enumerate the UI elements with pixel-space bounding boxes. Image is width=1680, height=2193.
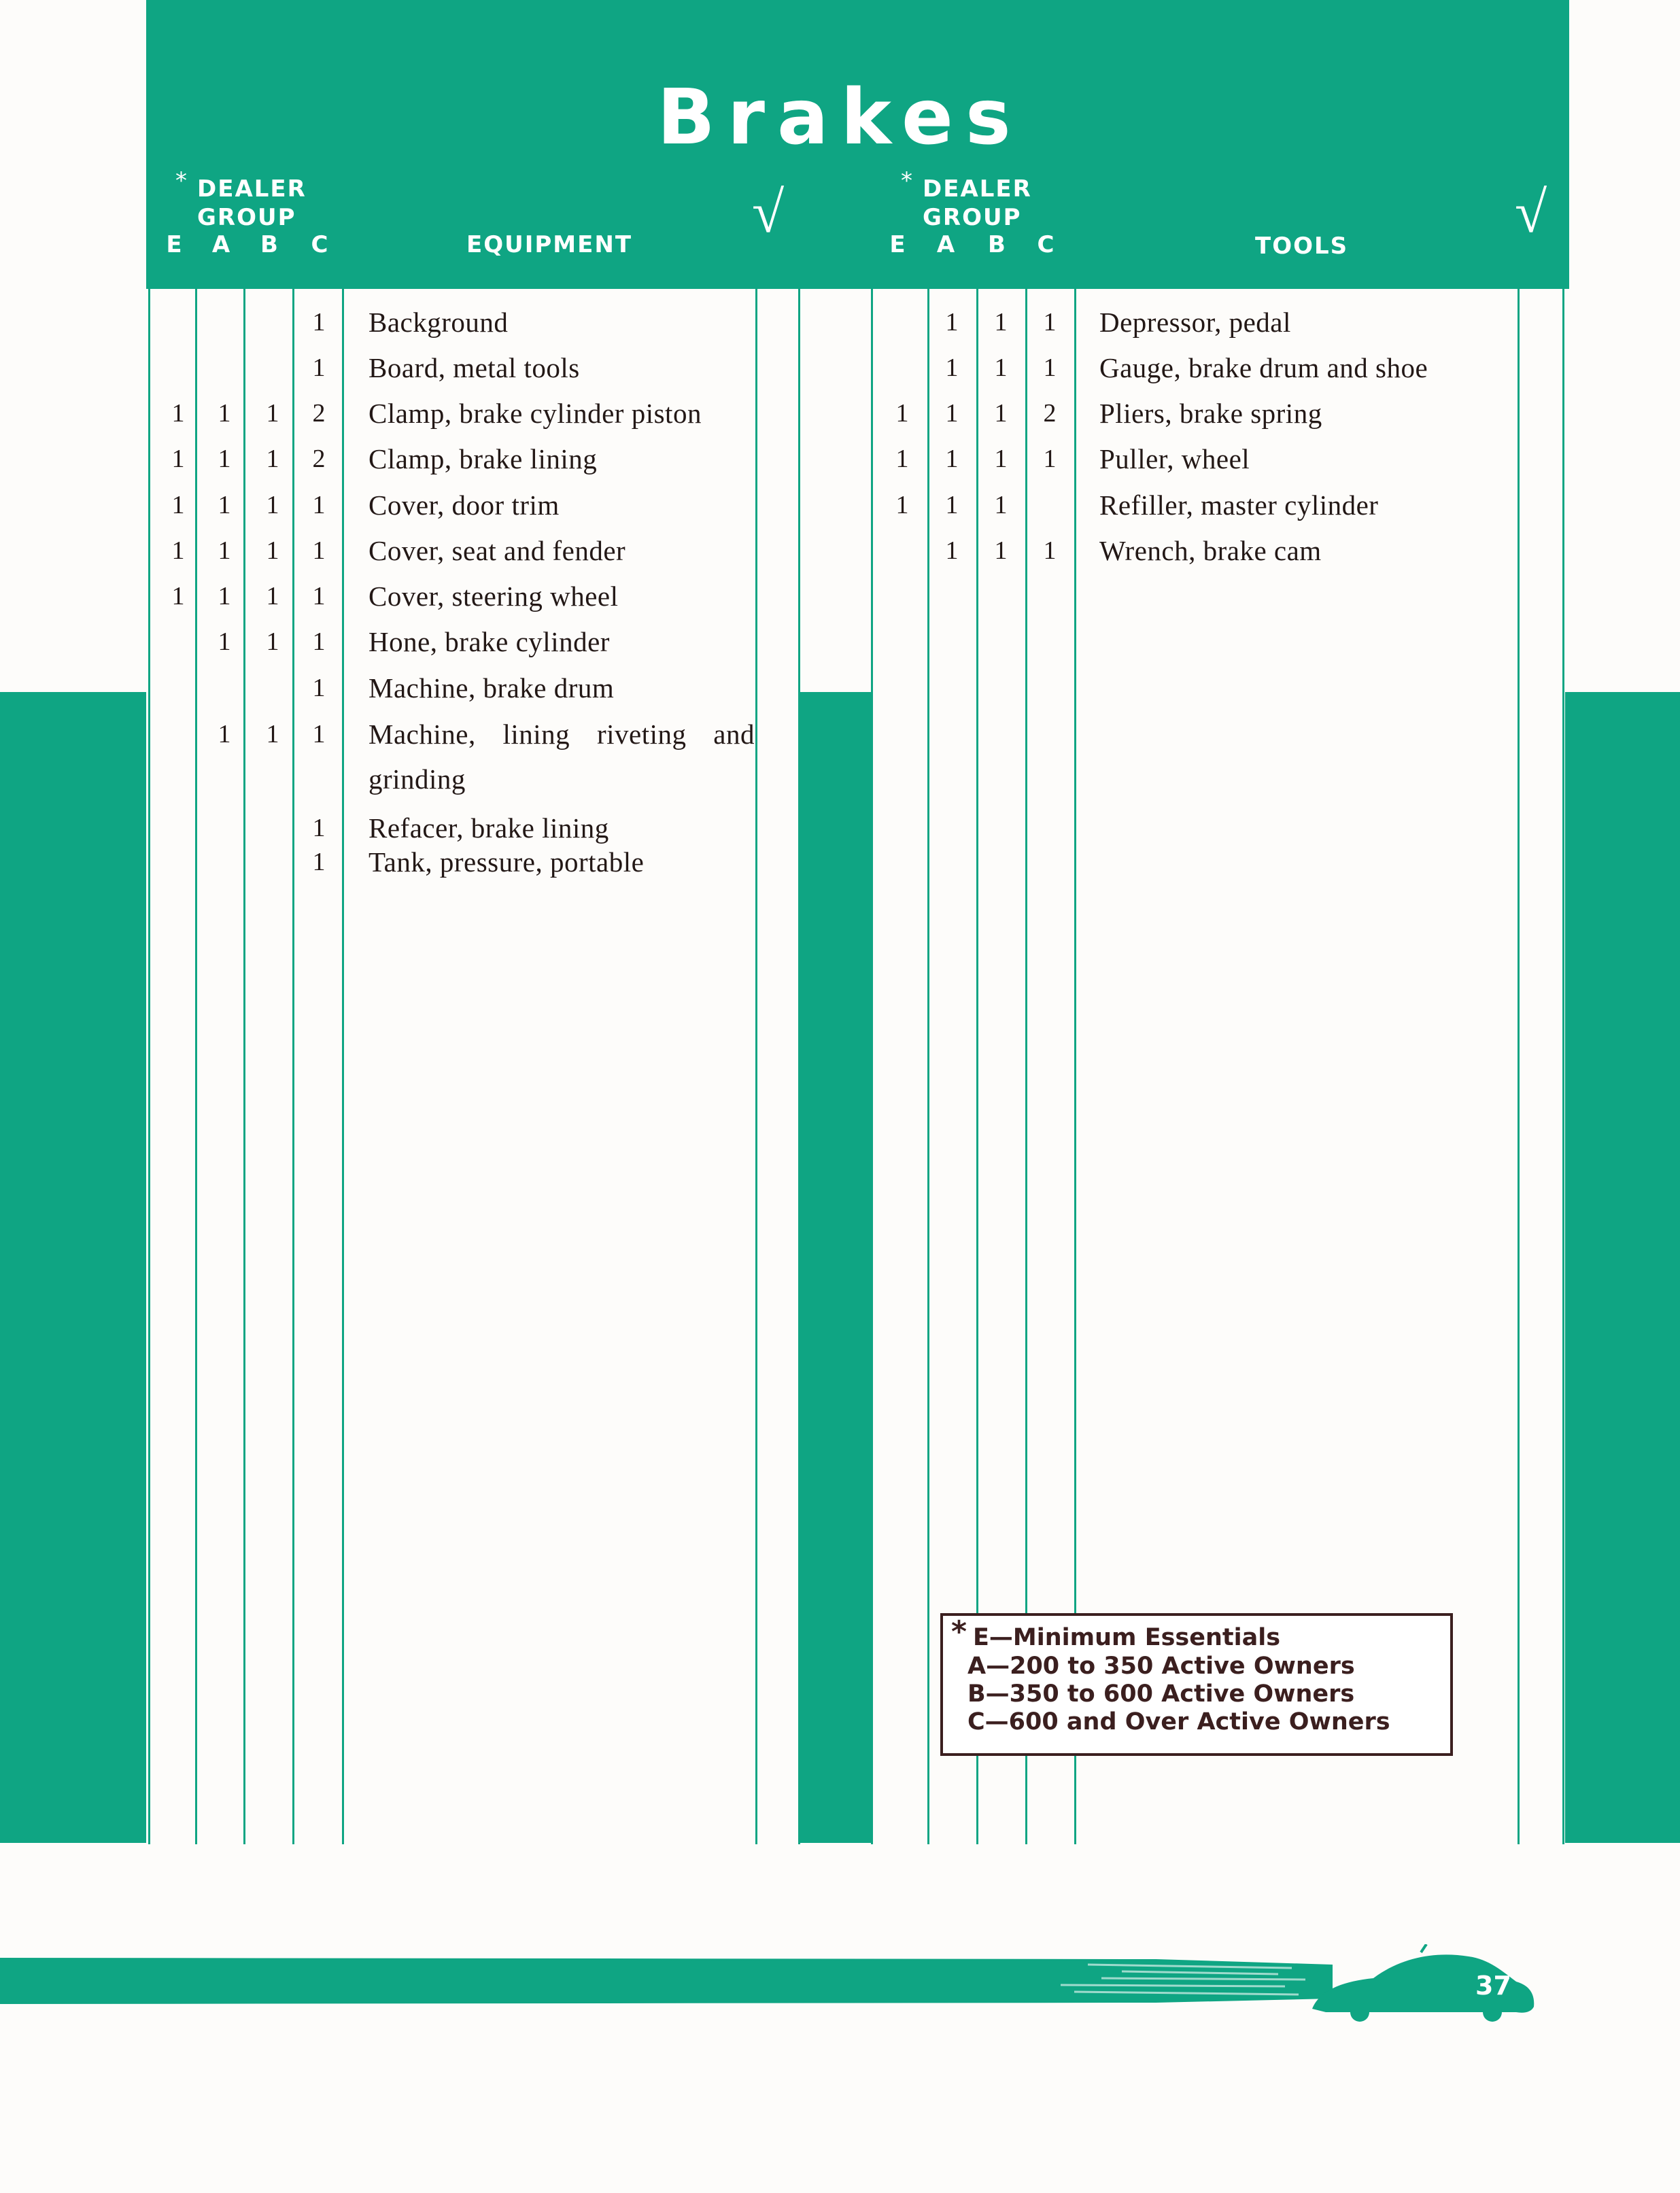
- eq-c: 1: [312, 491, 326, 519]
- tool-c: 1: [1043, 445, 1057, 473]
- tool-item: Pliers, brake spring: [1099, 398, 1322, 429]
- equipment-item-continued: grinding: [368, 763, 466, 795]
- left-dealer-label: DEALER: [197, 175, 307, 203]
- eq-e: 1: [171, 582, 185, 610]
- eq-e: 1: [171, 399, 185, 428]
- tool-a: 1: [945, 445, 959, 473]
- eq-a: 1: [218, 582, 231, 610]
- eq-c: 1: [312, 353, 326, 382]
- equipment-item: Clamp, brake lining: [368, 443, 598, 474]
- equipment-item: Refacer, brake lining: [368, 812, 609, 844]
- legend-box: [940, 1613, 1453, 1756]
- middle-band: [800, 692, 871, 1843]
- eq-b: 1: [266, 582, 279, 610]
- legend-line-a: A—200 to 350 Active Owners: [967, 1653, 1355, 1680]
- left-group-label: GROUP: [197, 204, 296, 231]
- equipment-item: Hone, brake cylinder: [368, 626, 610, 657]
- rule: [755, 289, 757, 1844]
- legend-line-c: C—600 and Over Active Owners: [967, 1708, 1390, 1736]
- eq-e: 1: [171, 445, 185, 473]
- right-asterisk: *: [901, 167, 912, 194]
- tool-a: 1: [945, 353, 959, 382]
- tools-heading: TOOLS: [1255, 232, 1349, 260]
- left-col-c: C: [311, 231, 328, 258]
- tool-c: 1: [1043, 353, 1057, 382]
- left-col-a: A: [211, 231, 230, 258]
- rule: [148, 289, 150, 1844]
- right-group-label: GROUP: [923, 204, 1022, 231]
- tool-c: 1: [1043, 536, 1057, 565]
- eq-c: 1: [312, 627, 326, 656]
- eq-c: 1: [312, 674, 326, 702]
- left-asterisk: *: [175, 167, 187, 194]
- rule: [243, 289, 245, 1844]
- eq-c: 1: [312, 308, 326, 336]
- left-col-b: B: [260, 231, 278, 258]
- eq-a: 1: [218, 491, 231, 519]
- rule: [871, 289, 873, 1844]
- tool-e: 1: [895, 445, 909, 473]
- page-number: 37: [1475, 1971, 1511, 2001]
- rule: [1025, 289, 1027, 1844]
- page-title: Brakes: [657, 73, 1023, 162]
- tool-item: Gauge, brake drum and shoe: [1099, 352, 1428, 383]
- tool-item: Depressor, pedal: [1099, 307, 1291, 338]
- tool-item: Wrench, brake cam: [1099, 535, 1322, 566]
- eq-b: 1: [266, 720, 279, 748]
- tool-c: 1: [1043, 308, 1057, 336]
- rule: [976, 289, 978, 1844]
- equipment-panel: [148, 289, 800, 1844]
- tools-panel: [871, 289, 1565, 1844]
- rule: [195, 289, 197, 1844]
- eq-a: 1: [218, 399, 231, 428]
- tool-a: 1: [945, 536, 959, 565]
- eq-c: 1: [312, 720, 326, 748]
- legend-line-b: B—350 to 600 Active Owners: [967, 1680, 1355, 1708]
- eq-e: 1: [171, 491, 185, 519]
- tool-b: 1: [994, 445, 1008, 473]
- eq-b: 1: [266, 627, 279, 656]
- right-col-a: A: [936, 231, 955, 258]
- equipment-item: Cover, door trim: [368, 489, 560, 521]
- right-dealer-label: DEALER: [923, 175, 1032, 203]
- eq-c: 2: [312, 445, 326, 473]
- equipment-heading: EQUIPMENT: [466, 231, 633, 258]
- rule: [292, 289, 294, 1844]
- equipment-item: Cover, seat and fender: [368, 535, 626, 566]
- eq-a: 1: [218, 720, 231, 748]
- tool-c: 2: [1043, 399, 1057, 428]
- legend-asterisk: *: [951, 1614, 967, 1649]
- equipment-item: Machine, brake drum: [368, 672, 615, 704]
- rule: [1074, 289, 1076, 1844]
- rule: [1518, 289, 1520, 1844]
- equipment-item: Clamp, brake cylinder piston: [368, 398, 702, 429]
- equipment-item: Board, metal tools: [368, 352, 580, 383]
- eq-a: 1: [218, 445, 231, 473]
- tool-item: Refiller, master cylinder: [1099, 489, 1379, 521]
- right-col-e: E: [889, 231, 906, 258]
- tool-a: 1: [945, 308, 959, 336]
- tool-b: 1: [994, 308, 1008, 336]
- eq-e: 1: [171, 536, 185, 565]
- tool-b: 1: [994, 399, 1008, 428]
- left-col-e: E: [166, 231, 182, 258]
- eq-b: 1: [266, 536, 279, 565]
- rule: [342, 289, 344, 1844]
- eq-c: 1: [312, 814, 326, 842]
- eq-a: 1: [218, 627, 231, 656]
- eq-c: 1: [312, 848, 326, 876]
- eq-c: 1: [312, 536, 326, 565]
- right-col-b: B: [988, 231, 1006, 258]
- eq-a: 1: [218, 536, 231, 565]
- eq-b: 1: [266, 445, 279, 473]
- tool-e: 1: [895, 399, 909, 428]
- legend-line-e: E—Minimum Essentials: [973, 1624, 1281, 1651]
- equipment-item: Cover, steering wheel: [368, 581, 619, 612]
- right-col-c: C: [1037, 231, 1055, 258]
- tool-b: 1: [994, 536, 1008, 565]
- left-check-icon: √: [752, 179, 785, 245]
- side-band-right: [1565, 692, 1680, 1843]
- side-band-left: [0, 692, 146, 1843]
- eq-b: 1: [266, 491, 279, 519]
- eq-c: 1: [312, 582, 326, 610]
- equipment-item: Background: [368, 307, 509, 338]
- right-check-icon: √: [1515, 179, 1547, 245]
- tool-item: Puller, wheel: [1099, 443, 1250, 474]
- tool-e: 1: [895, 491, 909, 519]
- eq-c: 2: [312, 399, 326, 428]
- rule: [798, 289, 800, 1844]
- eq-b: 1: [266, 399, 279, 428]
- equipment-item: Machine, lining riveting and: [368, 719, 755, 750]
- tool-a: 1: [945, 491, 959, 519]
- equipment-item: Tank, pressure, portable: [368, 846, 645, 878]
- rule: [927, 289, 929, 1844]
- tool-a: 1: [945, 399, 959, 428]
- tool-b: 1: [994, 353, 1008, 382]
- tool-b: 1: [994, 491, 1008, 519]
- rule: [1562, 289, 1564, 1844]
